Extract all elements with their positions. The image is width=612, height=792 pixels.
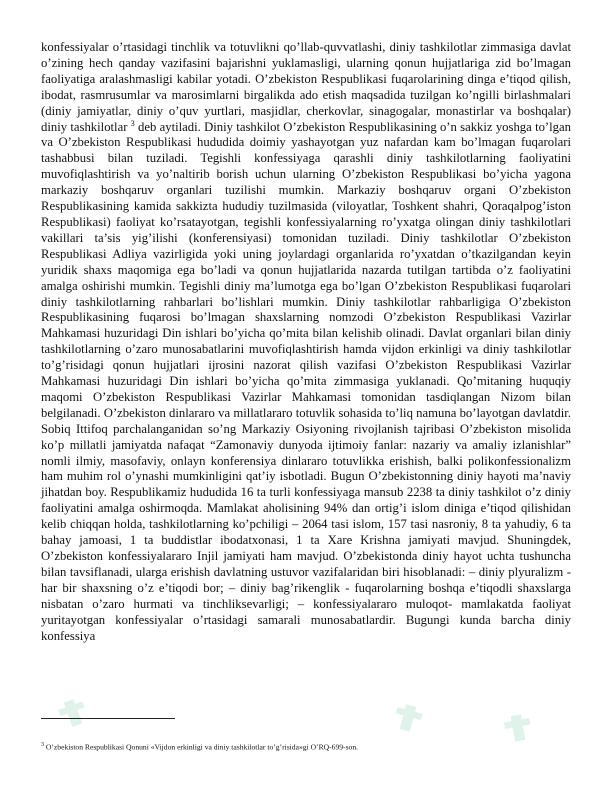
watermark-icon xyxy=(503,713,533,743)
watermark-icon xyxy=(392,702,424,734)
footnote-divider xyxy=(41,718,175,719)
watermark-icon xyxy=(56,696,89,729)
footnote-reference[interactable]: 3 xyxy=(130,118,135,128)
paragraph-text-part2: deb aytiladi. Diniy tashkilot O’zbekiston Respublikasining o’n sakkiz yoshga to’lgan va O’zbekiston Respublikasi hududida doimiy yashayotgan yuz nafardan kam bo’lmagan fuqarolari tashabbusi bilan tuziladi. Tegishli konfessiyaga qarashli diniy tashkilotlarning faoliyatini muvofiqlashtirish va yo’naltirib borish uchun ularning O’zbekiston Respublikasi bo’yicha yagona markaziy boshqaruv organlari tuzilishi mumkin. Markaziy boshqaruv organi O’zbekiston Respublikasining kamida sakkizta hududiy tuzilmasida (viloyatlar, Toshkent shahri, Qoraqalpog’iston Respublikasi) faoliyat ko’rsatayotgan, tegishli konfessiyalarning ro’yxatga olingan diniy tashkilotlari vakillari ta’sis yig’ilishi (konferensiyasi) tomonidan tuziladi. Diniy tashkilotlar O’zbekiston Respublikasi Adliya vazirligida yoki uning joylardagi organlarida ro’yxatdan o’tkazilgandan keyin yuridik shaxs maqomiga ega bo’ladi va qonun hujjatlarida nazarda tutilgan tartibda o’z faoliyatini amalga oshirishi mumkin. Tegishli diniy ma’lumotga ega bo’lgan O’zbekiston Respublikasi fuqarolari diniy tashkilotlarning rahbarlari bo’lishlari mumkin. Diniy tashkilotlar rahbarligiga O’zbekiston Respublikasining fuqarosi bo’lmagan shaxslarning nomzodi O’zbekiston Respublikasi Vazirlar Mahkamasi huzuridagi Din ishlari bo’yicha qo’mita bilan kelishib olinadi. Davlat organlari bilan diniy tashkilotlarning o’zaro munosabatlarini muvofiqlashtirish hamda vijdon erkinligi va diniy tashkilotlar to’g’risidagi qonun hujjatlari ijrosini nazorat qilish vazifasi O’zbekiston Respublikasi Vazirlar Mahkamasi huzuridagi Din ishlari bo’yicha qo’mita zimmasiga yuklanadi. Qo’mitaning huquqiy maqomi O’zbekiston Respublikasi Vazirlar Mahkamasi tomonidan tasdiqlangan Nizom bilan belgilanadi. O’zbekiston dinlararo va millatlararo totuvlik sohasida to’liq namuna bo’layotgan davlatdir. Sobiq Ittifoq parchalanganidan so’ng Markaziy Osiyoning rivojlanish tajribasi O’zbekiston misolida ko’p millatli jamiyatda nafaqat “Zamonaviy dunyoda ijtimoiy fanlar: nazariy va amaliy izlanishlar” nomli ilmiy, masofaviy, onlayn konferensiya dinlararo totuvlikka erishish, balki polikonfessionalizm ham muhim rol o’ynashi mumkinligini qat’iy isbotladi. Bugun O’zbekistonning diniy hayoti ma’naviy jihatdan boy. Respublikamiz hududida 16 ta turli konfessiyaga mansub 2238 ta diniy tashkilot o’z diniy faoliyatini amalga oshirmoqda. Mamlakat aholisining 94% dan ortig’i islom diniga e’tiqod qilishidan kelib chiqqan holda, tashkilotlarning ko’pchiligi – 2064 tasi islom, 157 tasi nasroniy, 8 ta yahudiy, 6 ta bahay jamoasi, 1 ta buddistlar ibodatxonasi, 1 ta Xare Krishna jamiyati mavjud. Shuningdek, O’zbekiston konfessiyalararo Injil jamiyati ham mavjud. O’zbekistonda diniy hayot uchta tushuncha bilan tavsiflanadi, ularga erishish davlatning ustuvor vazifalaridan biri hisoblanadi: – diniy plyuralizm - har bir shaxsning o’z e’tiqodi bor; – diniy bag’rikenglik - fuqarolarning boshqa e’tiqodli shaxslarga nisbatan o’zaro hurmati va tinchliksevarligi; – konfessiyalararo muloqot- mamlakatda faoliyat yuritayotgan konfessiyalar o’rtasidagi samarali munosabatlardir. Bugungi kunda barcha diniy konfessiya xyxy=(41,119,572,643)
footnote-number: 3 xyxy=(41,742,44,748)
paragraph-text-part1: konfessiyalar o’rtasidagi tinchlik va totuvlikni qo’llab-quvvatlashi, diniy tashkilotlar zimmasiga davlat o’zining hech qanday vazifasini bajarishni yuklamasligi, ularning qonun hujjatlariga zid bo’lmagan faoliyatiga aralashmasligi kabilar yotadi. O’zbekiston Respublikasi fuqarolarining dinga e’tiqod qilish, ibodat, rasmrusumlar va marosimlarni birgalikda ado etish maqsadida tuzilgan ko’ngilli birlashmalari (diniy jamiyatlar, diniy o’quv yurtlari, masjidlar, cherkovlar, sinagogalar, monastirlar va boshqalar) diniy tashkilotlar xyxy=(41,40,571,134)
footnote-text: O’zbekiston Respublikasi Qonuni «Vijdon erkinligi va diniy tashkilotlar to’g’risida»gi O’RQ-699-son. xyxy=(45,742,359,752)
footnote xyxy=(41,740,581,753)
body-paragraph xyxy=(41,40,571,644)
